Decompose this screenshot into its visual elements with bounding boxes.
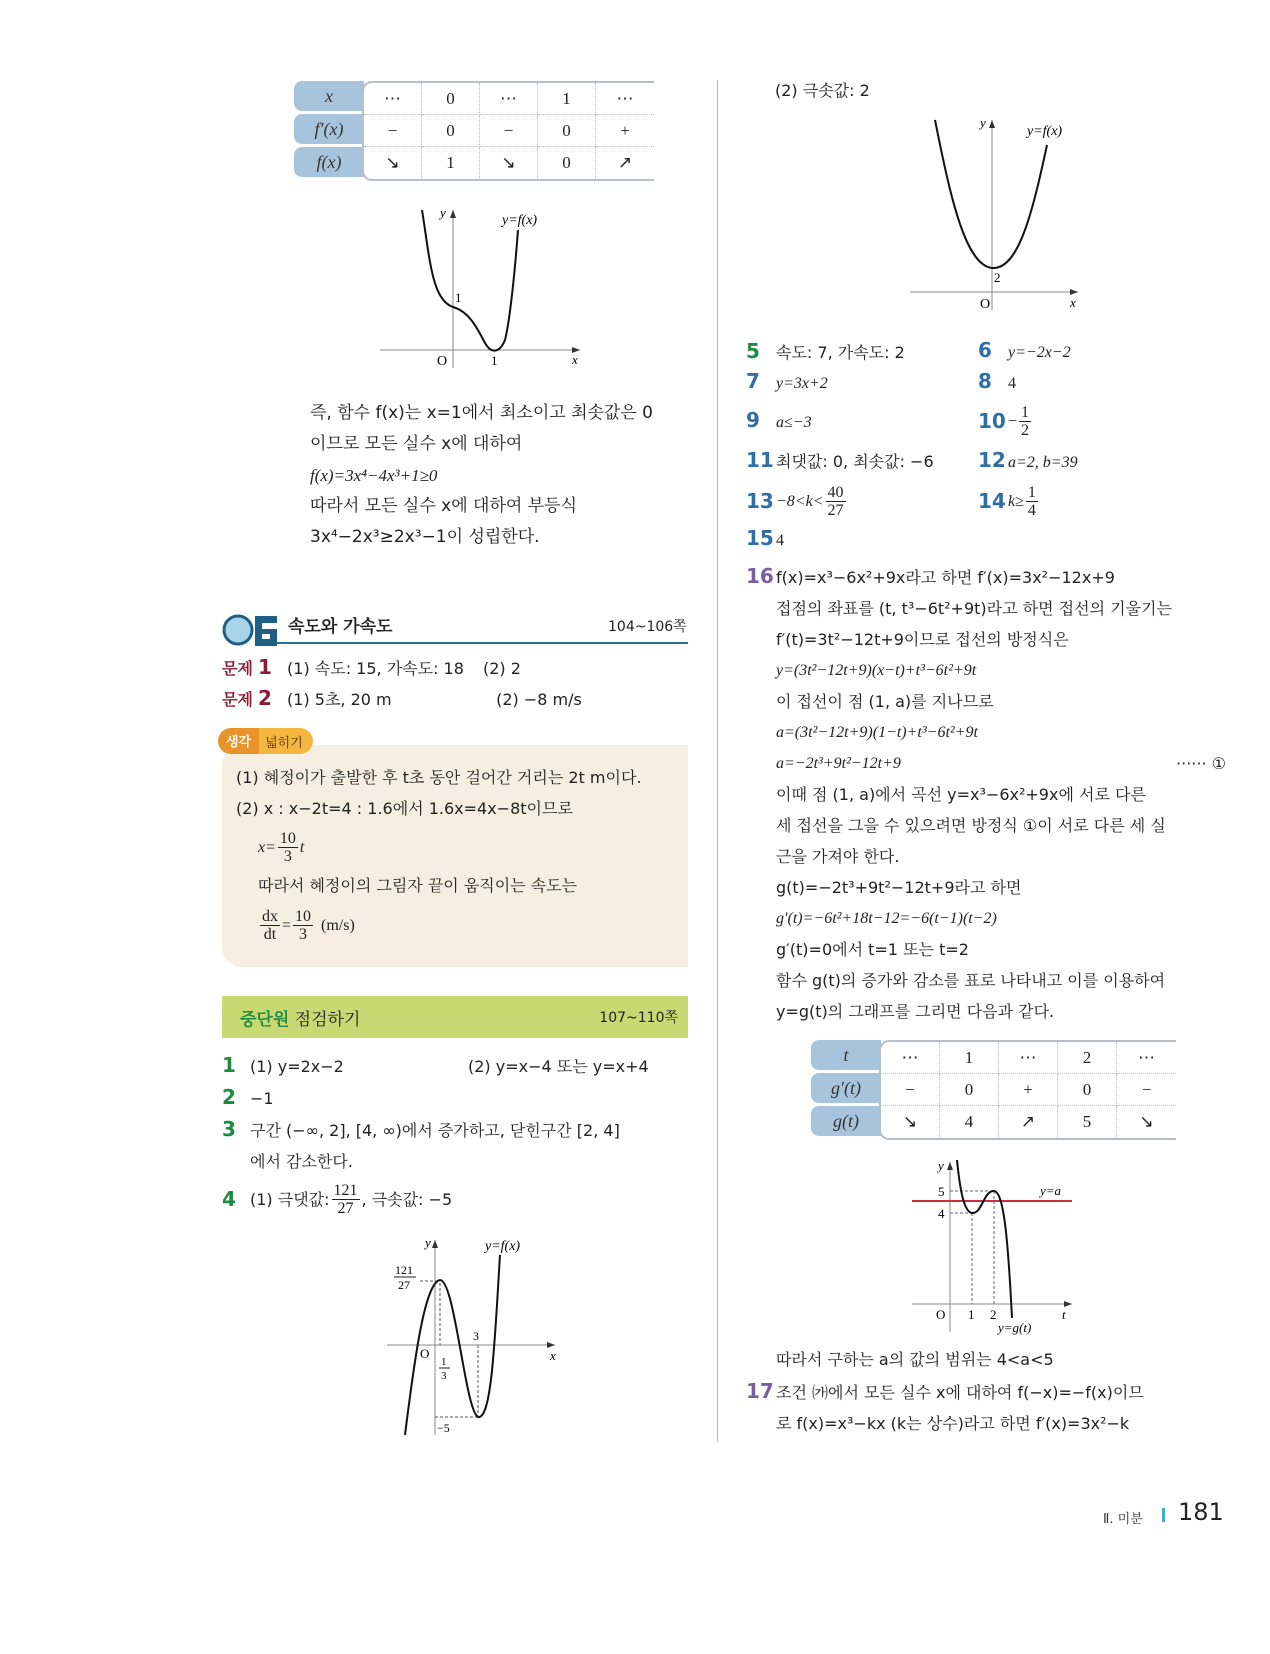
text-line: 따라서 혜정이의 그림자 끝이 움직이는 속도는: [258, 876, 578, 895]
origin-label: O: [420, 1346, 430, 1361]
equation-marker: ······ ①: [1176, 754, 1226, 773]
footer-chapter: Ⅱ. 미분: [1103, 1512, 1143, 1527]
problem-number: 2: [258, 686, 272, 710]
answer-item: 1 (1) y=2x−2 (2) y=x−4 또는 y=x+4: [222, 1053, 649, 1077]
table-header: g′(t): [811, 1073, 881, 1103]
section-06-badge: [222, 612, 278, 648]
answer: (1) 속도: 15, 가속도: 18: [287, 659, 464, 678]
solution-line: 접점의 좌표를 (t, t³−6t²+9t)라고 하면 접선의 기울기는: [776, 599, 1172, 618]
solution-line: 세 접선을 그을 수 있으려면 방정식 ①이 서로 다른 세 실: [776, 816, 1166, 835]
table-cell: ↘: [364, 147, 422, 179]
problem-label: 문제: [222, 690, 253, 709]
solution-line: g′(t)=0에서 t=1 또는 t=2: [776, 940, 969, 959]
y-axis-label: y: [980, 115, 986, 130]
curve-label: y=g(t): [998, 1320, 1032, 1335]
table-header: x: [294, 81, 364, 111]
answer-4-2: (2) 극솟값: 2: [775, 81, 870, 100]
table-header: f(x): [294, 147, 364, 177]
x-axis-label: x: [550, 1348, 556, 1363]
section-underline: [276, 642, 688, 644]
table-cell: ↗: [999, 1106, 1058, 1138]
table-cell: ⋯: [364, 83, 422, 115]
answer: (2) 2: [483, 659, 521, 678]
solution-line: a=(3t²−12t+9)(1−t)+t³−6t²+9t: [776, 724, 978, 741]
page-number: 181: [1178, 1498, 1224, 1526]
table-cell: −: [364, 115, 422, 147]
think-expand-tag: [218, 728, 313, 754]
table-cell: ⋯: [999, 1042, 1058, 1074]
solution-line: 근을 가져야 한다.: [776, 847, 900, 866]
table-cell: +: [596, 115, 654, 147]
max-value-num: 121: [395, 1263, 413, 1277]
y-tick: 2: [994, 270, 1001, 285]
table-cell: 1: [422, 147, 480, 179]
solution-line: g(t)=−2t³+9t²−12t+9라고 하면: [776, 878, 1022, 897]
text-line: 즉, 함수 f(x)는 x=1에서 최소이고 최솟값은 0: [310, 403, 653, 423]
table-cell: +: [999, 1074, 1058, 1106]
solution-line: 17 조건 ㈎에서 모든 실수 x에 대하여 f(−x)=−f(x)이므: [746, 1379, 1144, 1403]
y-axis-label: y: [440, 205, 446, 220]
variation-table-f: [294, 81, 654, 181]
t-tick-2: 2: [990, 1307, 997, 1322]
line-label: y=a: [1040, 1183, 1062, 1198]
table-header: g(t): [811, 1106, 881, 1136]
unit-check-header: [222, 996, 688, 1038]
table-cell: 0: [422, 83, 480, 115]
answers-left: [222, 1050, 649, 1221]
y-tick: 1: [455, 290, 462, 305]
table-cell: −: [480, 115, 538, 147]
answer-row: 13 −8<k< $\frac{40}{27}$ 14 k≥ $\frac{1}{4}$: [746, 483, 1036, 519]
table-cell: 4: [940, 1106, 999, 1138]
table-cell: ↘: [1139, 1112, 1154, 1131]
table-cell: 1: [538, 83, 596, 115]
solution-line: g′(t)=−6t²+18t−12=−6(t−1)(t−2): [776, 910, 997, 927]
origin-label: O: [980, 297, 991, 312]
table-cell: ↘: [881, 1106, 940, 1138]
tag-expand: 넓히기: [259, 728, 313, 754]
conclusion-text: [310, 398, 653, 553]
table-cell: ⋯: [1117, 1042, 1176, 1074]
table-cell: 0: [1058, 1074, 1117, 1106]
problem-1: [222, 652, 521, 684]
section-title: 속도와 가속도: [288, 617, 393, 637]
variation-table-g: [811, 1040, 1176, 1140]
ymin-tick: −5: [437, 1421, 450, 1435]
text-line: 3x⁴−2x³≥2x³−1이 성립한다.: [310, 527, 540, 547]
solution-17: [746, 1376, 1144, 1439]
solution-line: 이 접선이 점 (1, a)를 지나므로: [776, 692, 994, 711]
solution-16: [746, 561, 1226, 1027]
answer: (1) 5초, 20 m: [287, 690, 392, 709]
answer: (2) −8 m/s: [496, 690, 582, 709]
y-axis-label: y: [425, 1235, 431, 1250]
curve-label: y=f(x): [1027, 124, 1063, 139]
unit-check-title-bold: 중단원: [240, 1009, 290, 1030]
text-line: (1) 혜정이가 출발한 후 t초 동안 걸어간 거리는 2t m이다.: [236, 768, 642, 787]
table-cell: 0: [940, 1074, 999, 1106]
table-cell: −: [881, 1074, 940, 1106]
table-cell: ⋯: [881, 1042, 940, 1074]
y-axis-label: y: [938, 1160, 944, 1173]
problem-label: 문제: [222, 659, 253, 678]
solution-line: y=g(t)의 그래프를 그리면 다음과 같다.: [776, 1002, 1055, 1021]
table-cell: −: [1117, 1074, 1176, 1106]
origin-label: O: [437, 354, 448, 369]
solution-line: f′(t)=3t²−12t+9이므로 접선의 방정식은: [776, 630, 1069, 649]
solution-line: 이때 점 (1, a)에서 곡선 y=x³−6x²+9x에 서로 다른: [776, 785, 1146, 804]
table-cell: ⋯: [596, 83, 654, 115]
solution-line: y=(3t²−12t+9)(x−t)+t³−6t²+9t: [776, 662, 977, 679]
answer-row: 7 y=3x+2 8 4: [746, 369, 1016, 393]
footer-divider: [1162, 1508, 1165, 1522]
max-value-den: 27: [398, 1278, 410, 1292]
think-content: [236, 762, 642, 949]
text-line: f(x)=3x⁴−4x³+1≥0: [310, 466, 438, 485]
origin-label: O: [936, 1307, 946, 1322]
column-divider: [717, 80, 718, 1442]
text-line: (2) x : x−2t=4 : 1.6에서 1.6x=4x−8t이므로: [236, 799, 573, 818]
table-cell: 2: [1058, 1042, 1117, 1074]
answer-item: 2 −1: [222, 1085, 274, 1109]
answer-row: 11 최댓값: 0, 최솟값: −6 12 a=2, b=39: [746, 447, 1078, 472]
problem-2: [222, 683, 582, 715]
answer-row: 9 a≤−3 10 − $\frac{1}{2}$: [746, 403, 1030, 439]
solution-line: a=−2t³+9t²−12t+9 ······ ①: [746, 748, 1226, 779]
table-cell: 5: [1058, 1106, 1117, 1138]
graph-quartic: [360, 200, 600, 370]
answer-item-cont: 에서 감소한다.: [250, 1152, 353, 1171]
unit-check-pages: 107~110쪽: [599, 1010, 678, 1026]
xmin-tick: 3: [473, 1329, 479, 1343]
solution-16-conclusion: 따라서 구하는 a의 값의 범위는 4<a<5: [776, 1350, 1054, 1369]
y-tick-4: 4: [938, 1206, 945, 1221]
t-tick-1: 1: [968, 1307, 975, 1322]
graph-cubic: [380, 1235, 580, 1435]
x-axis-label: x: [1070, 295, 1076, 310]
solution-line: 16 f(x)=x³−6x²+9x라고 하면 f′(x)=3x²−12x+9: [746, 564, 1115, 588]
xmax-den: 3: [441, 1370, 447, 1382]
tag-think: 생각: [218, 728, 259, 754]
answer-item: 4 (1) 극댓값: $\frac{121}{27}$ , 극솟값: −5: [222, 1181, 453, 1217]
text-line: 따라서 모든 실수 x에 대하여 부등식: [310, 496, 577, 516]
section-pages: 104~106쪽: [608, 619, 687, 635]
graph-g-of-t: [912, 1160, 1092, 1340]
unit-check-title: 점검하기: [289, 1009, 361, 1030]
equation-x: x= $\frac{10}{3}$ t: [258, 829, 305, 865]
answer-item: 3 구간 (−∞, 2], [4, ∞)에서 증가하고, 닫힌구간 [2, 4]: [222, 1117, 620, 1141]
answer-row: 5 속도: 7, 가속도: 2 6 y=−2x−2: [746, 338, 1071, 363]
solution-line: 함수 g(t)의 증가와 감소를 표로 나타내고 이를 이용하여: [776, 971, 1166, 990]
table-cell: 0: [422, 115, 480, 147]
graph-parabola: [910, 115, 1090, 315]
table-header: f′(x): [294, 114, 364, 144]
x-tick: 1: [491, 353, 498, 368]
table-cell: 1: [940, 1042, 999, 1074]
table-header: t: [811, 1040, 881, 1070]
curve-label: y=f(x): [485, 1239, 521, 1254]
table-cell: 0: [538, 115, 596, 147]
table-cell: 0: [538, 147, 596, 179]
y-tick-5: 5: [938, 1184, 945, 1199]
problem-number: 1: [258, 655, 272, 679]
t-axis-label: t: [1062, 1307, 1066, 1322]
answer-row: 15 4: [746, 526, 784, 550]
table-cell: ⋯: [480, 83, 538, 115]
x-axis-label: x: [572, 352, 578, 367]
equation-velocity: $\frac{dx}{dt}$ = $\frac{10}{3}$ (m/s): [262, 907, 355, 943]
answers-right: [746, 336, 1226, 555]
curve-label: y=f(x): [502, 213, 538, 228]
solution-line: 로 f(x)=x³−kx (k는 상수)라고 하면 f′(x)=3x²−k: [776, 1414, 1130, 1433]
xmax-num: 1: [441, 1356, 447, 1368]
table-cell: ↗: [617, 153, 633, 172]
table-cell: ↘: [480, 147, 538, 179]
text-line: 이므로 모든 실수 x에 대하여: [310, 434, 523, 454]
